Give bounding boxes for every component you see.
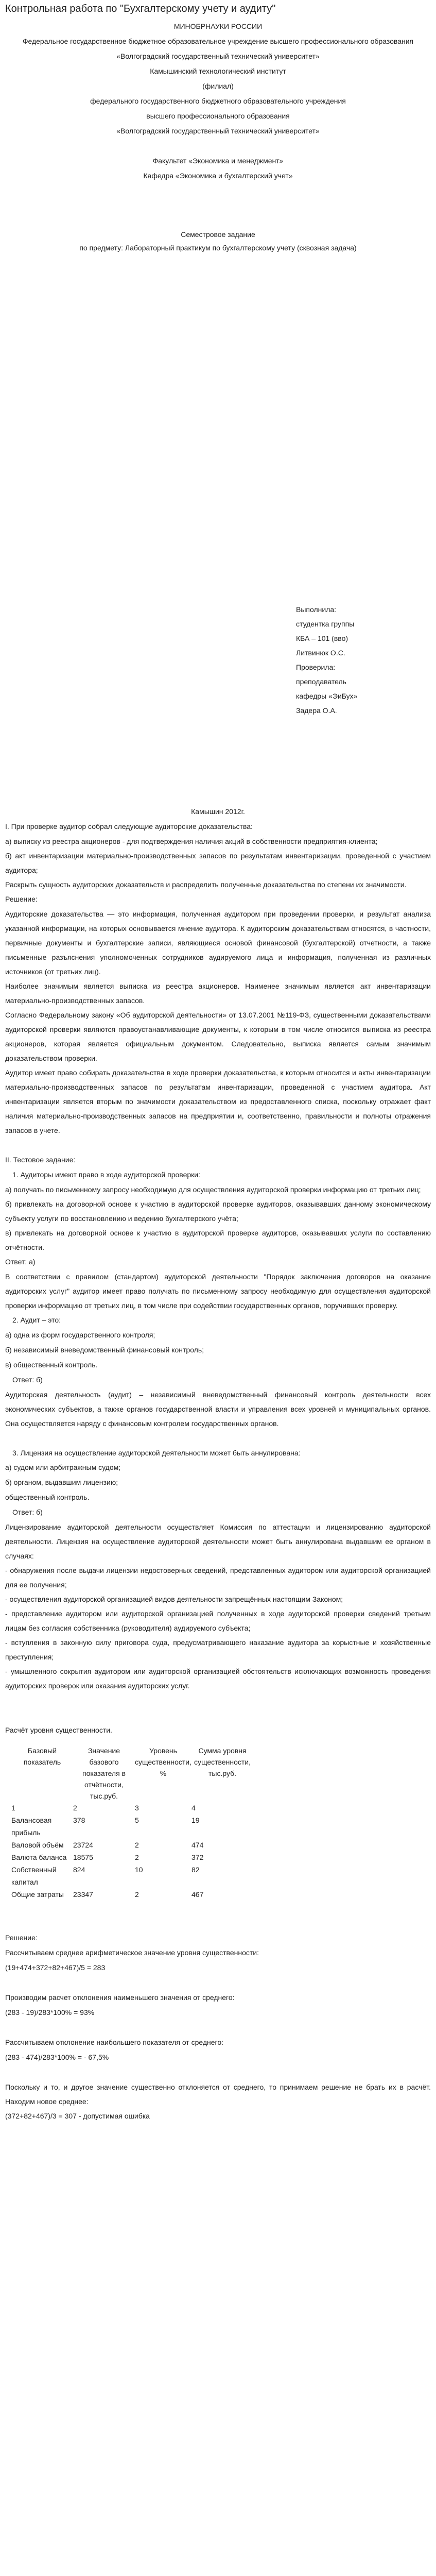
table-cell: 378 [73, 1816, 85, 1824]
table-cell: 3 [135, 1804, 139, 1812]
answer-explanation: В соответствии с правилом (стандартом) аудиторской деятельности "Порядок заключения договоров на оказание аудиторских услуг" аудитор имеет право получать по письменному запросу необходимую для осуществления аудиторской проверки информацию от третьих лиц, в том числе при содействии государственных органов, поручивших проверку. [5, 1273, 431, 1310]
answer-option: а) одна из форм государственного контроля; [5, 1331, 155, 1339]
city-year: Камышин 2012г. [191, 807, 245, 816]
table-cell: 2 [135, 1853, 139, 1861]
signature-line: Проверила: [296, 663, 336, 671]
assignment-subject: по предмету: Лабораторный практикум по бухгалтерскому учету (сквозная задача) [79, 244, 357, 252]
document-title: Контрольная работа по "Бухгалтерскому учету и аудиту" [5, 3, 276, 14]
solution-paragraph: Согласно Федеральному закону «Об аудиторской деятельности» от 13.07.2001 №119-ФЗ, существенными доказательствами аудиторской проверки являются правоустанавливающие документы, к которым в том числе относится выписка из реестра акционеров, которая является официальным документом. Следовательно, выписка является самым значимым доказательством проверки. [5, 1011, 431, 1062]
institution-type-line-2: федерального государственного бюджетного образовательного учреждения [90, 97, 346, 105]
answer-option: в) общественный контроль. [5, 1361, 98, 1369]
department-line: Кафедра «Экономика и бухгалтерский учет» [143, 172, 293, 180]
answer-option: общественный контроль. [5, 1493, 90, 1501]
table-cell: 474 [191, 1841, 204, 1849]
calc-line: Рассчитываем среднее арифметическое значение уровня существенности: [5, 1948, 259, 1957]
table-cell: 372 [191, 1853, 204, 1861]
table-cell: Общие затраты [11, 1890, 64, 1899]
signature-line: КБА – 101 (вво) [296, 634, 348, 642]
calc-line: (19+474+372+82+467)/5 = 283 [5, 1963, 106, 1972]
calc-line: (283 - 474)/283*100% = - 67,5% [5, 2053, 109, 2061]
table-cell: 23724 [73, 1841, 93, 1849]
table-cell: 5 [135, 1816, 139, 1824]
table-row [11, 1851, 253, 1863]
table-cell: 2 [135, 1890, 139, 1899]
solution-paragraph: Аудиторские доказательства — это информация, полученная аудитором при проведении проверки, и результат анализа указанной информации, на которых основывается мнение аудитора. К аудиторским доказательствам относятся, в частности, первичные документы и бухгалтерские записи, являющиеся основой финансовой (бухгалтерской) отчетности, а также письменные разъяснения уполномоченных сотрудников аудируемого лица и информация, полученная из различных источников (от третьих лиц). [5, 910, 431, 976]
materiality-table [11, 1745, 253, 1901]
signature-line: студентка группы [296, 620, 355, 628]
calc-line: Рассчитываем отклонение наибольшего показателя от среднего: [5, 2038, 224, 2046]
solution-label: Решение: [5, 895, 38, 903]
column-header: Уровень существенности, % [135, 1747, 191, 1777]
calc-line: (283 - 19)/283*100% = 93% [5, 2008, 95, 2016]
table-cell: 18575 [73, 1853, 93, 1861]
part1-section [5, 819, 431, 1138]
column-header: Значение базового показателя в отчётности, тыс.руб. [82, 1747, 126, 1800]
table-cell: 4 [191, 1804, 196, 1812]
assignment-block [5, 227, 431, 253]
table-cell: 82 [191, 1866, 200, 1874]
table-cell: Балансовая прибыль [11, 1816, 52, 1837]
calc-line: Производим расчет отклонения наименьшего значения от среднего: [5, 1993, 235, 2002]
question-1: 1. Аудиторы имеют право в ходе аудиторской проверки: [12, 1171, 200, 1179]
assignment-kind: Семестровое задание [181, 230, 255, 239]
table-row [11, 1814, 253, 1839]
title-page-header [5, 19, 431, 183]
annulment-case: - умышленного сокрытия аудитором или аудиторской организацией обстоятельств исключающих возможность проведения аудиторских проверок или оказания аудиторских услуг. [5, 1667, 431, 1690]
part1-item: б) акт инвентаризации материально-производственных запасов по результатам инвентаризации, проведенной с участием аудитора; [5, 852, 431, 874]
solution-paragraph: Аудитор имеет право собирать доказательства в ходе проверки доказательства, к которым относится и акты инвентаризации материально-производственных запасов по результатам инвентаризации, проведенной с участием аудитора. Акт инвентаризации является вторым по значимости доказательством из предоставленного списка, поскольку отражает факт наличия материально-производственных запасов на предприятии и, соответственно, правильности и полноты отражения запасов в учете. [5, 1069, 431, 1134]
column-header: Базовый показатель [23, 1747, 61, 1766]
table-cell: 19 [191, 1816, 200, 1824]
table-cell: 467 [191, 1890, 204, 1899]
table-cell: 2 [135, 1841, 139, 1849]
signature-line: Выполнила: [296, 605, 337, 614]
part2-section [5, 1153, 431, 1693]
table-cell: Валовой объём [11, 1841, 64, 1849]
part1-item: Раскрыть сущность аудиторских доказательств и распределить полученные доказательства по степени их значимости. [5, 880, 407, 889]
answer-option: а) получать по письменному запросу необходимую для осуществления аудиторской проверки информацию от третьих лиц; [5, 1185, 421, 1194]
table-row [11, 1839, 253, 1851]
annulment-case: - осуществления аудиторской организацией видов деятельности запрещённых настоящим Законом; [5, 1595, 343, 1603]
answer-explanation: Лицензирование аудиторской деятельности осуществляет Комиссия по аттестации и лицензированию аудиторской деятельности. Лицензия на осуществление аудиторской деятельности может быть аннулирована выдавшим ее органом в случаях: [5, 1523, 431, 1560]
table-cell: Собственный капитал [11, 1866, 57, 1886]
calc-line: Решение: [5, 1934, 38, 1942]
education-line: высшего профессионального образования [146, 112, 290, 120]
signature-block [296, 602, 357, 718]
table-row [11, 1802, 253, 1814]
signature-line: Литвинюк О.С. [296, 649, 345, 657]
signature-line: преподаватель [296, 677, 346, 686]
answer-explanation: Аудиторская деятельность (аудит) – независимый вневедомственный финансовый контроль деятельности всех экономических субъектов, а также органов государственной власти и управления всех уровней и муниципальных органов. Она осуществляется наряду с финансовым контролем государственных органов. [5, 1391, 431, 1428]
body-content [5, 804, 431, 2124]
annulment-case: - обнаружения после выдачи лицензии недостоверных сведений, представленных аудитором или аудиторской организацией для ее получения; [5, 1566, 431, 1589]
answer-label: Ответ: а) [5, 1258, 36, 1266]
question-3: 3. Лицензия на осуществление аудиторской деятельности может быть аннулирована: [12, 1449, 301, 1457]
branch-line: (филиал) [202, 82, 234, 90]
question-2: 2. Аудит – это: [12, 1316, 61, 1324]
answer-label: Ответ: б) [12, 1508, 43, 1516]
answer-option: а) судом или арбитражным судом; [5, 1463, 121, 1471]
table-cell: 824 [73, 1866, 85, 1874]
table-cell: 2 [73, 1804, 77, 1812]
table-header-row [11, 1745, 253, 1802]
annulment-case: - представление аудитором или аудиторской организацией полученных в ходе аудиторской проверки сведений третьим лицам без согласия собственника (руководителя) аудируемого субъекта; [5, 1609, 431, 1632]
institution-type-line: Федеральное государственное бюджетное образовательное учреждение высшего профессионального образования [22, 37, 414, 45]
table-cell: 10 [135, 1866, 143, 1874]
solution-paragraph: Наиболее значимым является выписка из реестра акционеров. Наименее значимым является акт инвентаризации материально-производственных запасов. [5, 982, 431, 1005]
answer-label: Ответ: б) [12, 1376, 43, 1384]
calculation-solution [5, 1930, 431, 2124]
materiality-section [5, 1723, 431, 1901]
table-cell: 23347 [73, 1890, 93, 1899]
university-line: «Волгоградский государственный технический университет» [116, 52, 320, 60]
part1-item: а) выписку из реестра акционеров - для подтверждения наличия акций в собственности предприятия-клиента; [5, 837, 378, 845]
answer-option: б) органом, выдавшим лицензию; [5, 1478, 118, 1486]
faculty-line: Факультет «Экономика и менеджмент» [152, 157, 284, 165]
table-row [11, 1863, 253, 1888]
institute-line: Камышинский технологический институт [150, 67, 286, 75]
materiality-heading: Расчёт уровня существенности. [5, 1726, 112, 1734]
column-header: Сумма уровня существенности, тыс.руб. [194, 1747, 251, 1777]
part2-heading: II. Тестовое задание: [5, 1156, 76, 1164]
answer-option: в) привлекать на договорной основе к участию в аудиторской проверке аудиторов, оказывавших услуги по составлению отчётности. [5, 1229, 431, 1251]
ministry-line: МИНОБРНАУКИ РОССИИ [173, 22, 263, 30]
document-page [0, 3, 436, 2576]
annulment-case: - вступления в законную силу приговора суда, предусматривающего наказание аудитора за корыстные и хозяйственные преступления; [5, 1638, 431, 1661]
signature-line: кафедры «ЭиБух» [296, 692, 358, 700]
university-line-2: «Волгоградский государственный технический университет» [116, 127, 320, 135]
part1-heading: I. При проверке аудитор собрал следующие аудиторские доказательства: [5, 822, 253, 831]
table-cell: 1 [11, 1804, 15, 1812]
calc-line: Поскольку и то, и другое значение существенно отклоняется от среднего, то принимаем решение не брать их в расчёт. Находим новое среднее: [5, 2083, 431, 2106]
table-row [11, 1888, 253, 1901]
signature-line: Задера О.А. [296, 706, 337, 715]
table-cell: Валюта баланса [11, 1853, 67, 1861]
calc-line: (372+82+467)/3 = 307 - допустимая ошибка [5, 2112, 150, 2120]
answer-option: б) привлекать на договорной основе к участию в аудиторской проверке аудиторов, оказывавших данному экономическому субъекту услуги по восстановлению и ведению бухгалтерского учёта; [5, 1200, 431, 1223]
answer-option: б) независимый вневедомственный финансовый контроль; [5, 1346, 204, 1354]
